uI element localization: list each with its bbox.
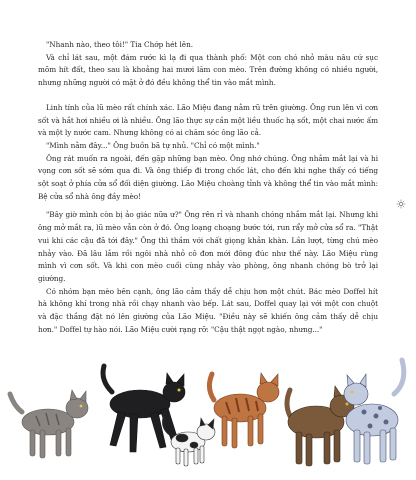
brown-cat [287, 386, 354, 466]
spotted-grey-cat [344, 360, 404, 464]
grey-tabby-cat [10, 390, 88, 458]
paragraph-5: Ông rát muốn ra ngoài, đến gặp những bạn mèo. Ông nhớ chúng. Ông nhắm mắt lại và hi vọng cơn sốt sẽ sớm qua đi. Và ông thiếp đi trong chốc lát, cho đến khi nghe thấy có tiếng sột soạt ở phía cửa sổ đối diện giường. Lão Miệu choàng tỉnh và không thể tin vào mắt mình: Bệ cửa sổ nhà ông đầy mèo! [38, 153, 378, 201]
paragraph-2: Và chỉ lát sau, một đám rước kì lạ đi qua thành phố: Một con chó nhỏ màu nâu cứ sục mõm hít đất, theo sau là khoảng hai mươi lăm con mèo. Trên đường không có nhiều người, nhưng những người có mặt ở đó đều không thể tin vào mắt mình. [38, 52, 378, 88]
story-text [38, 39, 378, 336]
paragraph-6: "Bây giờ mình còn bị ảo giác nữa ư?" Ông rên rỉ và nhanh chóng nhắm mắt lại. Nhưng khi ông mở mắt ra, lũ mèo vẫn còn ở đó. Ông loạng choạng bước tới, run rẩy mở cửa sổ ra. "Thật vui khi các cậu đã tới đây." Ông thì thầm với chất giọng khản khàn. Lần lượt, từng chú mèo nhảy vào. Đã lâu lắm rồi ngôi nhà nhỏ cô đơn mới đông đúc như thế này. Lão Miệu rùng mình vì cơn sốt. Và khi con mèo cuối cùng nhảy vào phòng, ông nhanh chóng bò trở lại giường. [38, 210, 378, 283]
sun-ornament-icon [396, 199, 406, 209]
paragraph-4: "Mình nằm đây..." Ông buồn bã tự nhủ. "Chỉ có một mình." [46, 140, 260, 150]
paragraph-1: "Nhanh nào, theo tôi!" Tia Chớp hét lên. [46, 40, 193, 49]
paragraph-7: Có nhóm bạn mèo bên cạnh, ông lão cảm thấy dễ chịu hơn một chút. Bác mèo Doffel hít hà không khí trong nhà rồi chạy nhanh vào bếp. Lát sau, Doffel quay lại với một con chuột và đặc thắng đặt nó lên giường của Lão Miệu. "Điều này sẽ khiến ông cảm thấy dễ chịu hơn." Doffel tự hào nói. Lão Miệu cười rạng rỡ: "Cậu thật ngọt ngào, nhưng..." [38, 286, 378, 334]
paragraph-3: Linh tính của lũ mèo rất chính xác. Lão Miệu đang nằm rũ trên giường. Ông run lên vì cơn sốt và hắt hơi nhiều ơi là nhiều. Ông lão thực sự cần một liều thuốc hạ sốt, một chai nước ấm và một ly nước cam. Nhưng không có ai chăm sóc ông lão cả. [38, 102, 378, 138]
cats-illustration [0, 350, 416, 480]
orange-tabby-cat [209, 373, 279, 448]
